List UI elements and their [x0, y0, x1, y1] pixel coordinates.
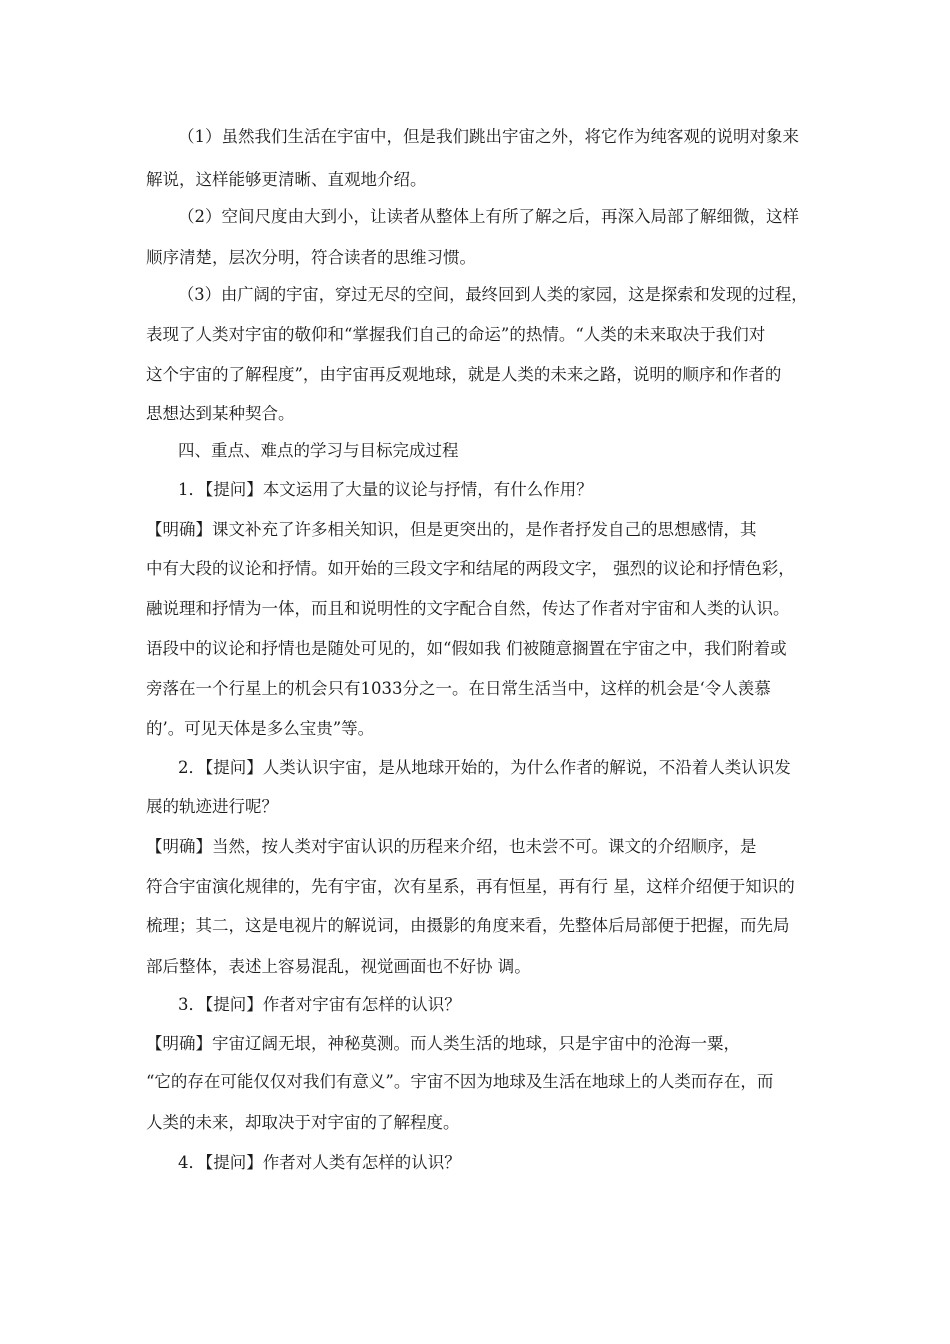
question-2-line-1: 2．【提问】人类认识宇宙，是从地球开始的，为什么作者的解说，不沿着人类认识发 [178, 758, 791, 777]
answer-2-line-3: 梳理；其二，这是电视片的解说词，由摄影的角度来看，先整体后局部便于把握，而先局 [146, 916, 790, 935]
answer-1-line-4: 语段中的议论和抒情也是随处可见的，如“假如我 们被随意搁置在宇宙之中，我们附着或 [146, 639, 787, 658]
answer-1-line-6: 的’。可见天体是多么宝贵”等。 [146, 719, 375, 738]
paragraph-3-line-3: 这个宇宙的了解程度”，由宇宙再反观地球，就是人类的未来之路，说明的顺序和作者的 [146, 365, 782, 384]
paragraph-1-line-1: （1）虽然我们生活在宇宙中，但是我们跳出宇宙之外，将它作为纯客观的说明对象来 [178, 127, 799, 146]
paragraph-3-line-1: （3）由广阔的宇宙，穿过无尽的空间，最终回到人类的家园，这是探索和发现的过程， [178, 285, 808, 304]
answer-3-line-2: “它的存在可能仅仅对我们有意义”。宇宙不因为地球及生活在地球上的人类而存在，而 [146, 1072, 774, 1091]
answer-3-line-1: 【明确】宇宙辽阔无垠，神秘莫测。而人类生活的地球，只是宇宙中的沧海一粟， [146, 1034, 740, 1053]
answer-2-line-1: 【明确】当然，按人类对宇宙认识的历程来介绍，也未尝不可。课文的介绍顺序，是 [146, 837, 757, 856]
answer-3-line-3: 人类的未来，却取决于对宇宙的了解程度。 [146, 1113, 460, 1132]
paragraph-1-line-2: 解说，这样能够更清晰、直观地介绍。 [146, 170, 427, 189]
question-2-line-2: 展的轨迹进行呢？ [146, 797, 278, 816]
paragraph-2-line-2: 顺序清楚，层次分明，符合读者的思维习惯。 [146, 248, 476, 267]
answer-2-line-2: 符合宇宙演化规律的，先有宇宙，次有星系，再有恒星，再有行 星，这样介绍便于知识的 [146, 877, 795, 896]
paragraph-3-line-4: 思想达到某种契合。 [146, 404, 295, 423]
answer-1-line-1: 【明确】课文补充了许多相关知识，但是更突出的，是作者抒发自己的思想感情，其 [146, 520, 757, 539]
paragraph-2-line-1: （2）空间尺度由大到小，让读者从整体上有所了解之后，再深入局部了解细微，这样 [178, 207, 799, 226]
question-3: 3．【提问】作者对宇宙有怎样的认识？ [178, 995, 461, 1014]
answer-1-line-5: 旁落在一个行星上的机会只有1033分之一。在日常生活当中，这样的机会是‘令人羡慕 [146, 679, 771, 698]
paragraph-3-line-2: 表现了人类对宇宙的敬仰和“掌握我们自己的命运”的热情。“人类的未来取决于我们对 [146, 325, 766, 344]
answer-1-line-2: 中有大段的议论和抒情。如开始的三段文字和结尾的两段文字， 强烈的议论和抒情色彩， [146, 559, 795, 578]
answer-1-line-3: 融说理和抒情为一体，而且和说明性的文字配合自然，传达了作者对宇宙和人类的认识。 [146, 599, 790, 618]
answer-2-line-4: 部后整体，表述上容易混乱，视觉画面也不好协 调。 [146, 957, 531, 976]
question-4: 4．【提问】作者对人类有怎样的认识？ [178, 1153, 461, 1172]
section-heading-4: 四、重点、难点的学习与目标完成过程 [178, 441, 459, 460]
question-1: 1．【提问】本文运用了大量的议论与抒情，有什么作用？ [178, 480, 593, 499]
